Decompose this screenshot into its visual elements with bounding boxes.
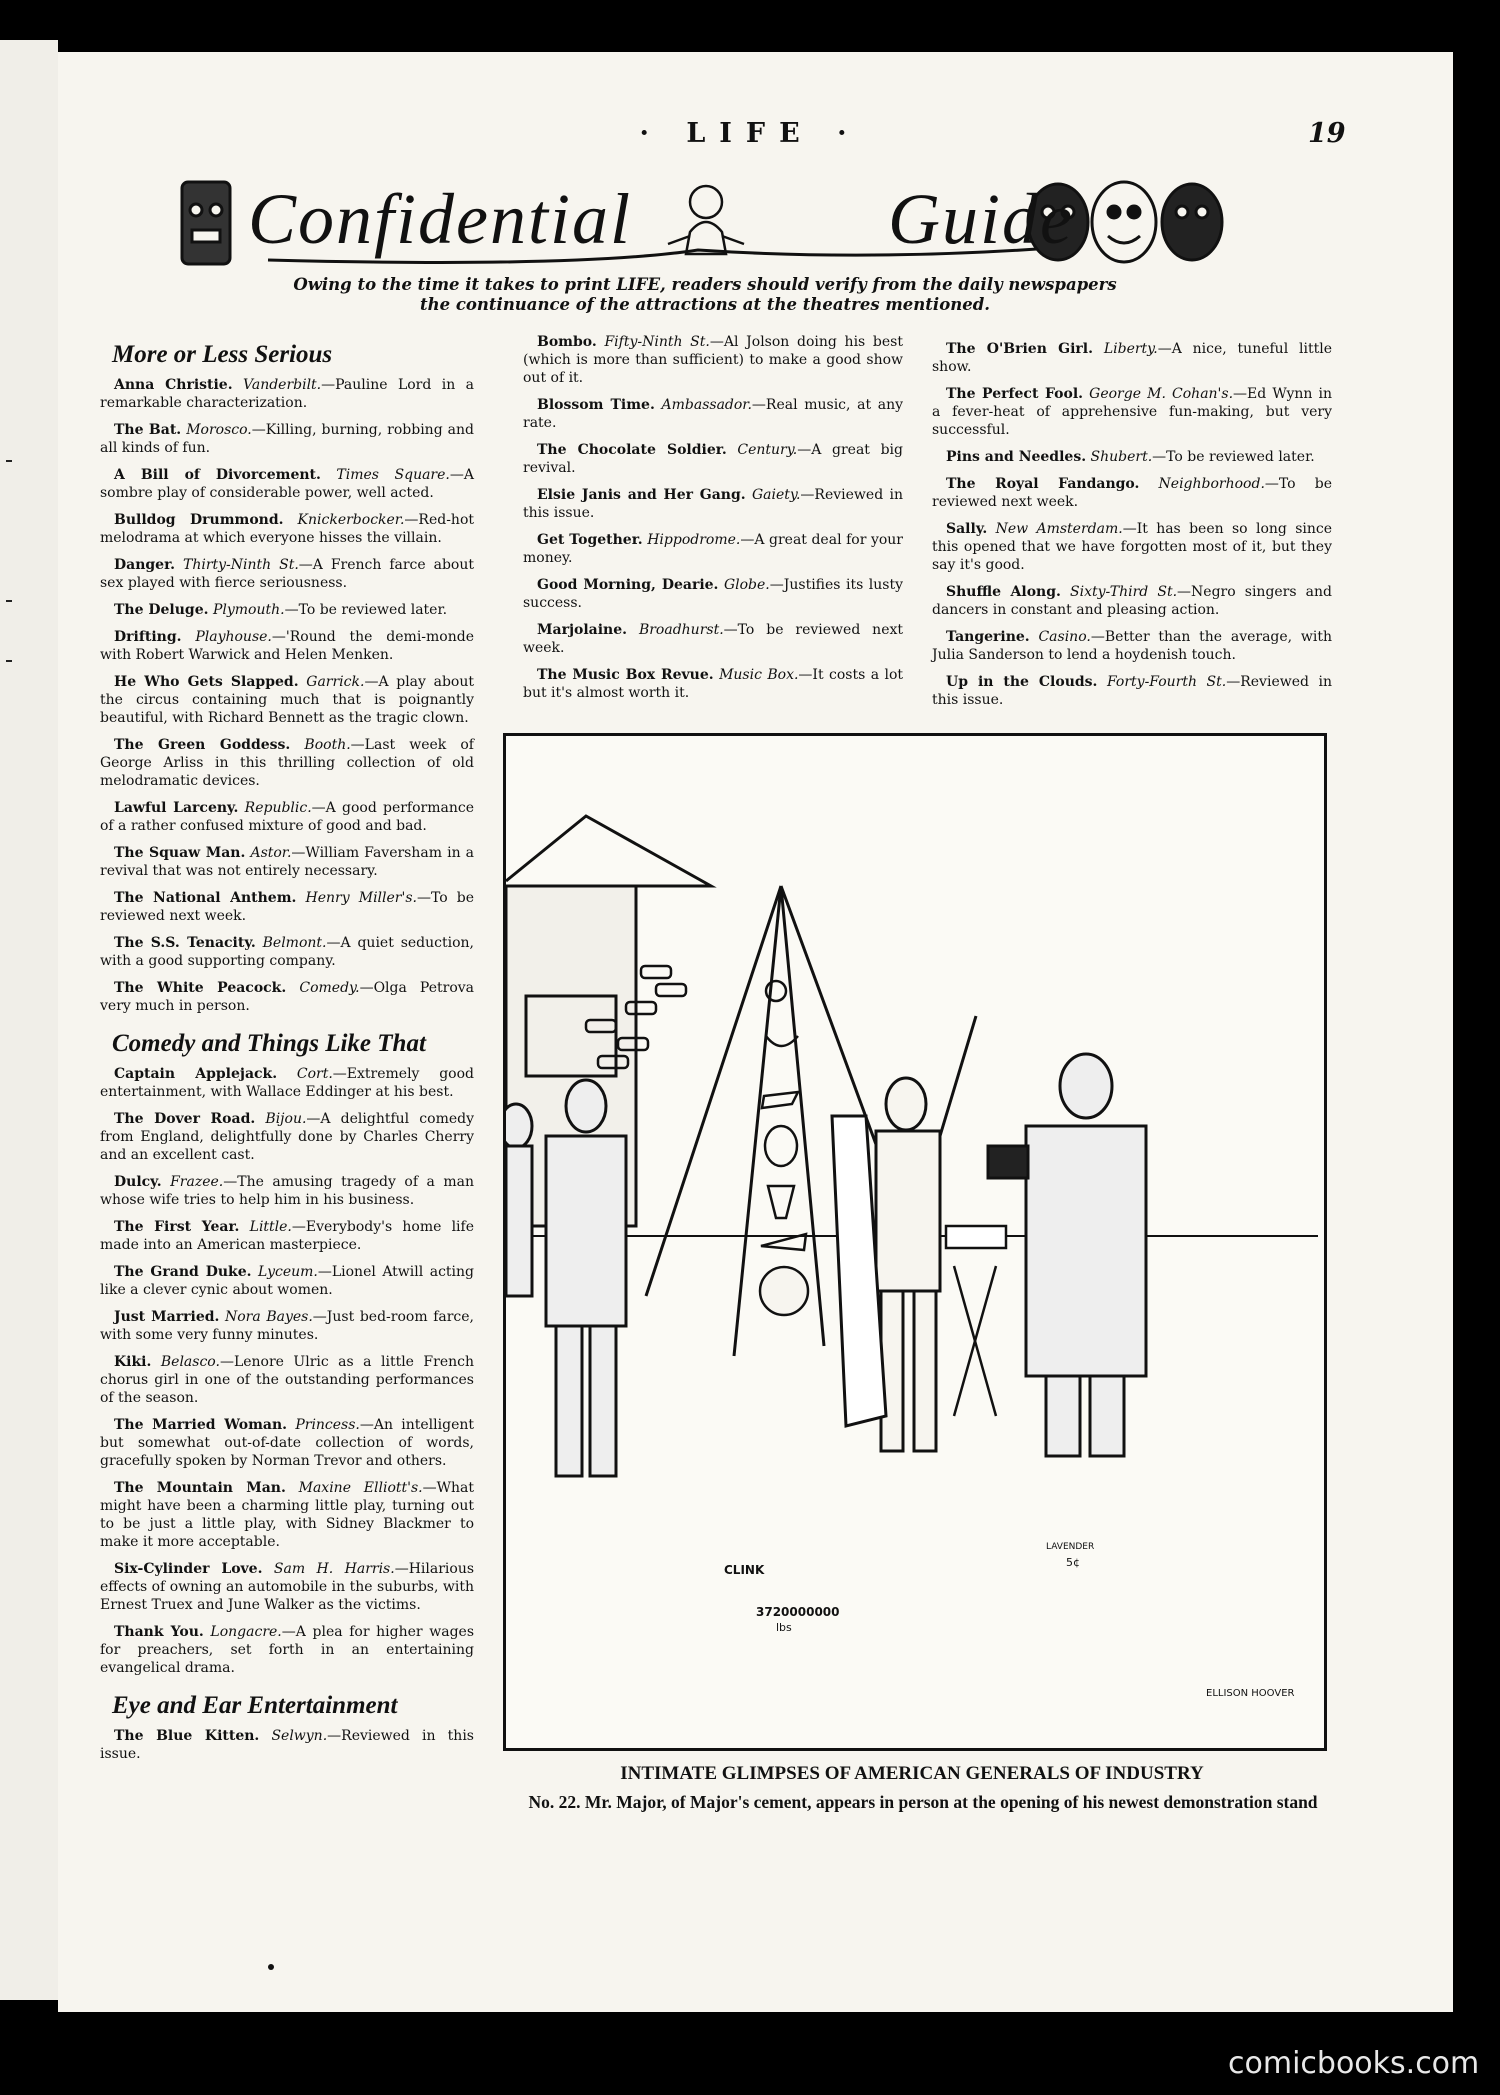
entry-title: The Mountain Man. [114,1480,286,1496]
entry-title: Kiki. [114,1354,152,1370]
entry-text: —Ed Wynn in a fever-heat of apprehensive fun-making, but very successful. [932,386,1333,438]
entry-title: Lawful Larceny. [114,800,239,816]
entry-title: The Deluge. [114,602,209,618]
entry-title: The Perfect Fool. [946,386,1084,402]
entry-theatre: Times Square. [336,467,450,483]
entry-title: Drifting. [114,629,182,645]
entry-title: The Married Woman. [114,1417,288,1433]
guide-entry [932,340,1332,376]
entry-theatre: Maxine Elliott's. [298,1480,423,1496]
column-right [932,340,1332,718]
entry-theatre: Comedy. [299,980,360,996]
entry-text: —A delightful comedy from England, delightfully done by Charles Cherry and an excellent cast. [100,1111,475,1163]
entry-text: —Last week of George Arliss in this thrilling collection of old melodramatic devices. [100,737,474,789]
entry-text: —To be reviewed next week. [523,622,904,656]
entry-text: —Red-hot melodrama at which everyone hisses the villain. [100,512,474,546]
entry-title: The Green Goddess. [114,737,291,753]
guide-entry [100,799,474,835]
entry-title: The National Anthem. [114,890,297,906]
entry-text: —Everybody's home life made into an American masterpiece. [100,1219,475,1253]
entry-text: —It costs a lot but it's almost worth it. [523,667,904,701]
entry-text: —Negro singers and dancers in constant and pleasing action. [932,584,1332,618]
entry-theatre: Little. [249,1219,292,1235]
entry-title: The Chocolate Soldier. [537,442,727,458]
entry-theatre: Casino. [1038,629,1091,645]
entry-theatre: Bijou. [265,1111,307,1127]
artist-signature: ELLISON HOOVER [1206,1688,1295,1699]
guide-entry [100,1173,474,1209]
entry-title: Dulcy. [114,1174,162,1190]
entry-theatre: Vanderbilt. [243,377,322,393]
entry-text: —Killing, burning, robbing and all kinds of fun. [100,422,474,456]
serious-entries [100,376,474,1015]
entry-text: —Reviewed in this issue. [523,487,903,521]
bag-unit-label: lbs [776,1621,792,1634]
entry-text: —An intelligent but somewhat out-of-date collection of words, gracefully spoken by Norman Trevor and others. [100,1417,474,1469]
entry-text: —To be reviewed next week. [100,890,474,924]
entry-text: —Lenore Ulric as a little French chorus girl in one of the outstanding performances of the season. [100,1354,474,1406]
man-left-edge [506,1104,532,1296]
watermark: comicbooks.com [1228,2046,1480,2081]
entry-title: Pins and Needles. [946,449,1087,465]
entry-theatre: Century. [737,442,798,458]
sign-label: LAVENDER [1046,1542,1095,1552]
entry-text: —A quiet seduction, with a good supporting company. [100,935,474,969]
entry-title: Marjolaine. [537,622,628,638]
guide-entry [100,1218,474,1254]
clink-label: CLINK [724,1563,765,1577]
general-figure [988,1054,1146,1456]
entry-text: —William Faversham in a revival that was not entirely necessary. [100,845,475,879]
entry-theatre: Plymouth. [212,602,285,618]
guide-entry [100,511,474,547]
guide-entry [100,376,474,412]
guide-entry [523,441,903,477]
entry-title: The Blue Kitten. [114,1728,260,1744]
guide-entry [100,934,474,970]
entry-text: —'Round the demi-monde with Robert Warwick and Helen Menken. [100,629,474,663]
entry-theatre: Music Box. [719,667,799,683]
entry-text: —What might have been a charming little play, turning out to be just a little play, with Sidney Blackmer to make it more acceptable. [100,1480,474,1550]
entry-title: Anna Christie. [114,377,233,393]
guide-entry [100,1416,474,1470]
entry-theatre: Forty-Fourth St. [1106,674,1227,690]
cartoon-caption-title: INTIMATE GLIMPSES OF AMERICAN GENERALS OF INDUSTRY [620,1763,1204,1784]
entry-text: —To be reviewed next week. [932,476,1332,510]
guide-entry [932,385,1332,439]
entry-text: —Pauline Lord in a remarkable characterization. [100,377,475,411]
entry-title: Sally. [946,521,988,537]
entry-theatre: Gaiety. [752,487,801,503]
policeman-figure [546,1080,626,1476]
entry-title: The First Year. [114,1219,240,1235]
banner-title-part2: Guide [888,179,1074,259]
entry-theatre: Henry Miller's. [305,890,417,906]
entry-theatre: Princess. [295,1417,360,1433]
entry-text: —Reviewed in this issue. [932,674,1332,708]
guide-entry [100,889,474,925]
entry-text: —A good performance of a rather confused mixture of good and bad. [100,800,474,834]
entry-text: —It has been so long since this opened that we have forgotten most of it, but they say it's good. [932,521,1333,573]
entry-text: —Al Jolson doing his best (which is more than sufficient) to make a good show out of it. [523,334,903,386]
entry-text: —A great deal for your money. [523,532,903,566]
entry-theatre: Broadhurst. [638,622,724,638]
entry-title: The White Peacock. [114,980,287,996]
entry-theatre: Sam H. Harris. [273,1561,395,1577]
guide-entry [100,736,474,790]
entry-title: Bulldog Drummond. [114,512,284,528]
guide-entry [523,333,903,387]
entry-text: —Hilarious effects of owning an automobile in the suburbs, with Ernest Truex and June Walker as the victims. [100,1561,475,1613]
entry-title: The Grand Duke. [114,1264,252,1280]
guide-entry [100,1353,474,1407]
entry-text: —A French farce about sex played with fierce seriousness. [100,557,474,591]
entry-theatre: Knickerbocker. [297,512,405,528]
section-heading-serious: More or Less Serious [112,341,333,368]
guide-entry [932,448,1332,466]
entry-title: A Bill of Divorcement. [114,467,321,483]
guide-entry [523,576,903,612]
entry-theatre: Lyceum. [258,1264,318,1280]
entry-title: Blossom Time. [537,397,655,413]
edge-mark [6,460,12,462]
entry-text: —Real music, at any rate. [523,397,904,431]
entry-theatre: Morosco. [186,422,252,438]
building-roof [506,816,711,886]
guide-entry [100,1623,474,1677]
page-dot [268,1964,274,1970]
guide-entry [100,1065,474,1101]
price-label: 5¢ [1066,1556,1080,1569]
entry-text: —Reviewed in this issue. [100,1728,474,1762]
guide-entry [100,1560,474,1614]
eye-ear-entries [100,1727,474,1763]
entry-theatre: Astor. [250,845,292,861]
entry-theatre: Ambassador. [661,397,752,413]
previous-page-edge [0,40,58,2000]
entry-title: Thank You. [114,1624,204,1640]
entry-theatre: Garrick. [306,674,365,690]
guide-entry [100,466,474,502]
entry-theatre: Frazee. [170,1174,224,1190]
entry-theatre: Belasco. [160,1354,220,1370]
musical-entries-right [932,340,1332,709]
entry-title: The Squaw Man. [114,845,246,861]
entry-theatre: Neighborhood. [1158,476,1265,492]
entry-theatre: New Amsterdam. [995,521,1123,537]
guide-entry [523,666,903,702]
guide-entry [100,421,474,457]
entry-text: —To be reviewed later. [284,602,448,618]
guide-entry [100,1263,474,1299]
entry-text: —Olga Petrova very much in person. [100,980,475,1014]
guide-entry [932,583,1332,619]
entry-text: —A play about the circus containing much that is poignantly beautiful, with Richard Bennett as the tragic clown. [100,674,474,726]
running-title: · LIFE · [639,118,861,149]
guide-entry [100,1110,474,1164]
entry-text: —To be reviewed later. [1152,449,1315,465]
entry-theatre: Hippodrome. [647,532,741,548]
entry-title: He Who Gets Slapped. [114,674,299,690]
guide-entry [523,531,903,567]
entry-theatre: Sixty-Third St. [1070,584,1178,600]
entry-text: —Better than the average, with Julia Sanderson to lend a hoydenish touch. [932,629,1332,663]
musical-entries-middle [523,333,903,702]
entry-text: —A great big revival. [523,442,903,476]
entry-text: —Extremely good entertainment, with Wallace Eddinger at his best. [100,1066,474,1100]
section-heading-eye-ear: Eye and Ear Entertainment [112,1692,398,1719]
cartoon-panel [503,733,1327,1751]
entry-theatre: Thirty-Ninth St. [183,557,299,573]
guide-entry [100,844,474,880]
entry-title: Up in the Clouds. [946,674,1098,690]
entry-theatre: Globe. [723,577,770,593]
guide-entry [100,628,474,664]
entry-title: Tangerine. [946,629,1030,645]
entry-theatre: Longacre. [210,1624,282,1640]
entry-theatre: Shubert. [1090,449,1153,465]
guide-entry [932,628,1332,664]
entry-text: —Lionel Atwill acting like a clever cynic about women. [100,1264,474,1298]
cartoon-illustration [506,736,1318,1742]
banner-title [248,174,1074,264]
confidential-guide-banner [178,172,1246,272]
entry-theatre: Cort. [296,1066,333,1082]
entry-title: Good Morning, Dearie. [537,577,719,593]
entry-text: —Justifies its lusty success. [523,577,903,611]
guide-entry [100,1308,474,1344]
entry-title: Bombo. [537,334,597,350]
entry-title: Danger. [114,557,176,573]
entry-title: The Dover Road. [114,1111,256,1127]
column-left [100,340,474,1772]
entry-title: The Bat. [114,422,182,438]
entry-text: —A nice, tuneful little show. [932,341,1332,375]
entry-text: —A plea for higher wages for preachers, set forth in an entertaining evangelical drama. [100,1624,474,1676]
intro-note: Owing to the time it takes to print LIFE, readers should verify from the daily newspapers the continuance of the attractions at the theatres mentioned. [293,275,1117,314]
entry-title: Six-Cylinder Love. [114,1561,263,1577]
tiki-mask-icon [182,182,230,264]
guide-entry [932,520,1332,574]
guide-entry [100,673,474,727]
entry-theatre: Booth. [304,737,351,753]
comedy-entries [100,1065,474,1677]
section-heading-comedy: Comedy and Things Like That [112,1030,426,1057]
entry-theatre: Selwyn. [271,1728,328,1744]
guide-entry [100,556,474,592]
entry-theatre: Playhouse. [195,629,272,645]
page-number: 19 [1308,118,1346,149]
entry-theatre: Republic. [244,800,312,816]
guide-entry [100,1727,474,1763]
entry-theatre: Belmont. [262,935,327,951]
entry-text: —Just bed-room farce, with some very funny minutes. [100,1309,475,1343]
entry-theatre: Nora Bayes. [225,1309,313,1325]
guide-entry [932,475,1332,511]
bag-label: 3720000000 [756,1605,840,1619]
cherub-figure-icon [668,186,744,254]
entry-title: The S.S. Tenacity. [114,935,256,951]
stool-with-sign [946,1226,1006,1416]
guide-entry [100,601,474,619]
cartoon-caption-body: No. 22. Mr. Major, of Major's cement, appears in person at the opening of his newest demonstration stand [528,1792,1318,1812]
guide-entry [523,621,903,657]
entry-title: The Royal Fandango. [946,476,1140,492]
entry-theatre: George M. Cohan's. [1089,386,1234,402]
entry-title: Captain Applejack. [114,1066,278,1082]
guide-entry [523,396,903,432]
entry-theatre: Liberty. [1103,341,1158,357]
edge-mark [6,600,12,602]
entry-title: Elsie Janis and Her Gang. [537,487,746,503]
entry-title: Get Together. [537,532,643,548]
entry-title: The O'Brien Girl. [946,341,1093,357]
entry-title: The Music Box Revue. [537,667,714,683]
guide-entry [100,979,474,1015]
entry-text: —The amusing tragedy of a man whose wife tries to help him in his business. [100,1174,474,1208]
entry-theatre: Fifty-Ninth St. [604,334,710,350]
column-middle [523,333,903,711]
entry-title: Just Married. [114,1309,220,1325]
guide-entry [100,1479,474,1551]
banner-title-part1: Confidential [248,179,632,259]
entry-title: Shuffle Along. [946,584,1061,600]
entry-text: —A sombre play of considerable power, well acted. [100,467,474,501]
edge-mark [6,660,12,662]
guide-entry [932,673,1332,709]
guide-entry [523,486,903,522]
